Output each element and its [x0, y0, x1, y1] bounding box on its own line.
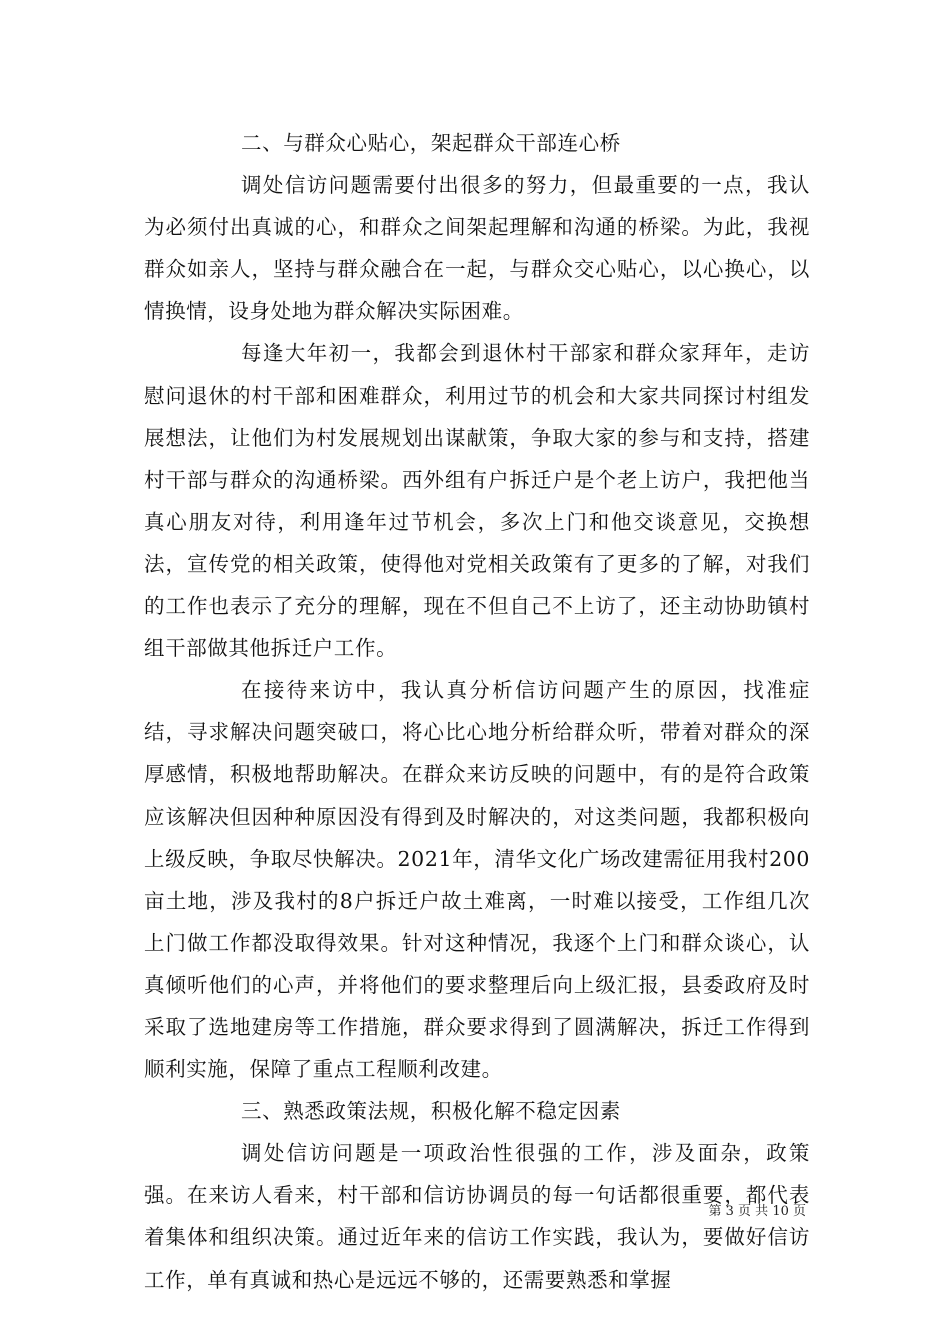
paragraph-4: 调处信访问题是一项政治性很强的工作，涉及面杂，政策强。在来访人看来，村干部和信访协调员的每一句话都很重要，都代表着集体和组织决策。通过近年来的信访工作实践，我认为，要做好信访工作，单有真诚和热心是远远不够的，还需要熟悉和掌握 [144, 1141, 810, 1292]
paragraph-1: 调处信访问题需要付出很多的努力，但最重要的一点，我认为必须付出真诚的心，和群众之间架起理解和沟通的桥梁。为此，我视群众如亲人，坚持与群众融合在一起，与群众交心贴心，以心换心，以情换情，设身处地为群众解决实际困难。 [144, 173, 810, 324]
paragraph-2: 每逢大年初一，我都会到退休村干部家和群众家拜年，走访慰问退休的村干部和困难群众，利用过节的机会和大家共同探讨村组发展想法，让他们为村发展规划出谋献策，争取大家的参与和支持，搭建村干部与群众的沟通桥梁。西外组有户拆迁户是个老上访户，我把他当真心朋友对待，利用逢年过节机会，多次上门和他交谈意见，交换想法，宣传党的相关政策，使得他对党相关政策有了更多的了解，对我们的工作也表示了充分的理解，现在不但自己不上访了，还主动协助镇村组干部做其他拆迁户工作。 [144, 341, 810, 661]
section-heading-3: 三、熟悉政策法规，积极化解不稳定因素 [241, 1099, 621, 1124]
page-number-footer: 第 3 页 共 10 页 [708, 1204, 806, 1219]
document-body [144, 122, 810, 1301]
section-heading-2: 二、与群众心贴心，架起群众干部连心桥 [241, 131, 621, 155]
paragraph-3: 在接待来访中，我认真分析信访问题产生的原因，找准症结，寻求解决问题突破口，将心比心地分析给群众听，带着对群众的深厚感情，积极地帮助解决。在群众来访反映的问题中，有的是符合政策应该解决但因种种原因没有得到及时解决的，对这类问题，我都积极向上级反映，争取尽快解决。2021年，清华文化广场改建需征用我村200亩土地，涉及我村的8户拆迁户故土难离，一时难以接受，工作组几次上门做工作都没取得效果。针对这种情况，我逐个上门和群众谈心，认真倾听他们的心声，并将他们的要求整理后向上级汇报，县委政府及时采取了选地建房等工作措施，群众要求得到了圆满解决，拆迁工作得到顺利实施，保障了重点工程顺利改建。 [144, 678, 810, 1082]
